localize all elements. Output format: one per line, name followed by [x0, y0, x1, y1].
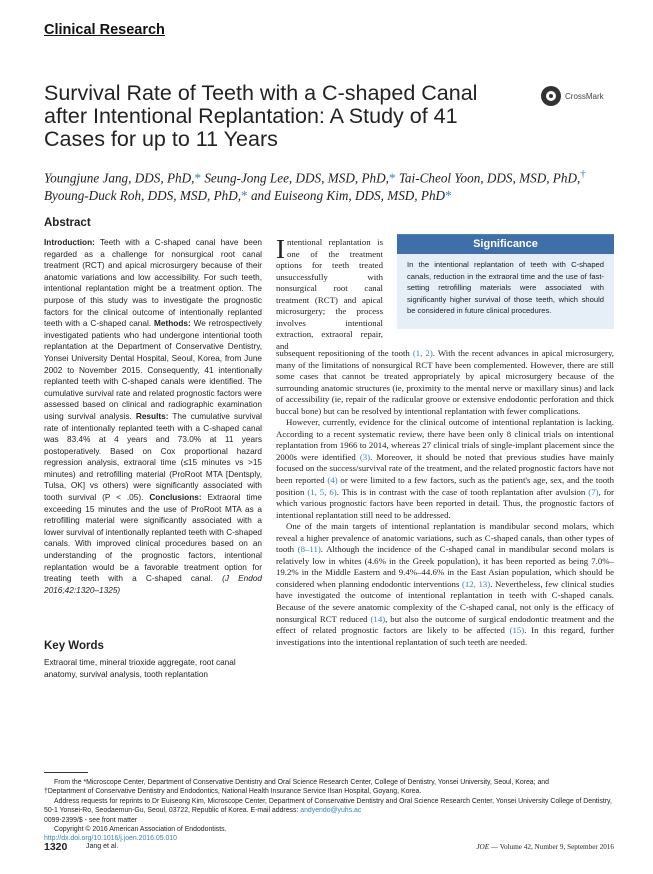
text-run: . Moreover, it should be noted that previous studies have mainly focused on the success/survival rate of the treatment, and the related prognostic factors have not been reported [276, 451, 614, 486]
text-run: . Although the incidence of the C-shaped canal in mandibular second molars is relatively low in whites (4.6% in the Greek population), it has been reported as being 7.0%–19.2% in the Middle Eastern and 9.4%–44.6% in the East Asian population, which should be considered when planning endodontic interventions [276, 544, 614, 589]
author-name: Byoung-Duck Roh, DDS, MSD, PhD, [44, 188, 242, 204]
reprint-address [44, 797, 614, 816]
author-name: Tai-Cheol Yoon, DDS, MSD, PhD, [395, 170, 581, 186]
author-affil-mark[interactable]: † [580, 168, 586, 180]
abstract-conclusions-label: Conclusions: [143, 493, 202, 503]
paragraph [276, 521, 614, 648]
author-affil-mark[interactable]: * [241, 188, 248, 204]
abstract-intro-text: Teeth with a C-shaped canal have been regarded as a challenge for nonsurgical root canal treatment (RCT) and apical microsurgery because of their anatomic variations and low accessibility. For such teeth, intentional replantation might be a treatment option. The purpose of this study was to investigate the prognostic factors for the clinical outcome of intentionally replanted teeth with a C-shaped canal. [44, 238, 262, 329]
author-name: and Euiseong Kim, DDS, MSD, PhD [247, 188, 446, 204]
text-run: . With the recent advances in apical microsurgery, many of the limitations of nonsurgical RCT have been complemented. However, there are still some cases that cannot be treated appropriately by apical microsurgery because of the surrounding anatomic structures (ie, proximity to the mental nerve or maxillary sinus) and lack of accessibility (ie, repair of the radicular groove or extensive endodontic perforation and thick buccal bone) but can be resolved by intentional replantation with fewer complications. [276, 348, 615, 416]
abstract-conclusions-text: Extraoral time exceeding 15 minutes and the use of ProRoot MTA as a retrofilling material were significantly associated with a lower survival of intentionally replanted teeth with C-shaped canals. With improved clinical procedures based on an understanding of the prognostic factors, intentional replantation would be a favorable treatment option for treating teeth with a C-shaped canal. [44, 493, 263, 584]
affiliations-footnote [44, 778, 614, 844]
copyright-line: Copyright © 2016 American Association of Endodontists. [54, 826, 227, 834]
crossmark-label: CrossMark [565, 91, 604, 101]
abstract-methods-label: Methods: [151, 319, 191, 329]
abstract-body [44, 237, 262, 596]
keywords-heading: Key Words [44, 640, 104, 652]
issn-line: 0099-2399/$ - see front matter [44, 816, 138, 824]
citation-link[interactable]: (7) [588, 486, 599, 497]
text-run: . Nevertheless, few clinical studies have investigated the outcome of intentional replantation in teeth with C-shaped canals. Because of the severe anatomic complexity of the C-shaped canal, not only is the efficacy of nonsurgical RCT reduced [276, 578, 615, 624]
text-run: However, currently, evidence for the clinical outcome of intentional replantation is lacking. According to a recent systematic review, there have been only 8 clinical trials on intentional replantation from 1966 to 2014, whereas 27 clinical trials of single-implant placement since the 2000s were identified [276, 417, 614, 462]
abstract-results-label: Results: [131, 411, 169, 421]
citation-link[interactable]: (14) [370, 613, 386, 624]
footnote-divider [44, 772, 88, 773]
journal-issue: — Volume 42, Number 9, September 2016 [489, 843, 614, 851]
crossmark-badge[interactable] [541, 86, 604, 106]
paragraph [276, 417, 614, 521]
author-list [44, 165, 614, 205]
author-affil-mark[interactable]: * [388, 170, 396, 186]
citation-link[interactable]: (1, 5, 6) [307, 486, 337, 497]
abstract-citation: (J Endod 2016;42:1320–1325) [44, 574, 263, 595]
text-run: One of the main targets of intentional replantation is mandibular second molars, which reveal a higher prevalence of anatomic variations, such as C-shaped canals, than other types of tooth [276, 521, 614, 555]
citation-link[interactable]: (15) [509, 625, 525, 636]
affiliation-line: †Deptartment of Conservative Dentistry and Endodontics, National Health Insurance Service Ilsan Hospital, Goyang, Korea. [44, 788, 422, 796]
abstract-results-text: The cumulative survival rate of intentionally replanted teeth with a C-shaped canal was 83.4% at 4 years and 73.0% at 11 years postoperatively. Based on Cox proportional hazard regression analysis, extraoral time (≤15 minutes vs >15 minutes) and retrofilling material (ProRoot MTA [Dentsply, Tulsa, OK] vs others) were significantly associated with tooth survival (P < .05). [44, 411, 263, 503]
page-number: 1320 [44, 841, 68, 853]
author-affil-mark[interactable]: * [445, 188, 452, 204]
text-run: . In this regard, further investigations into the intentional replantation of such teeth are needed. [276, 625, 614, 647]
section-label: Clinical Research [44, 22, 165, 38]
significance-title: Significance [397, 235, 614, 254]
article-title: Survival Rate of Teeth with a C-shaped Canal after Intentional Replantation: A Study of 41 Cases for up to 11 Years [44, 81, 478, 151]
address-text: Address requests for reprints to Dr Euiseong Kim, Microscope Center, Department of Conservative Dentistry and Oral Science Research Center, Yonsei University College of Dentistry, 50-1 Yonsei-Ro, Seodaemun-Gu, Seoul, 03722, Republic of Korea. E-mail address: [44, 797, 612, 815]
abstract-intro-label: Introduction: [44, 238, 95, 247]
body-text [276, 348, 614, 648]
text-run: , for which various prognostic factors have been reported in detail. Thus, the prognostic factors of intentional replantation still need to be addressed. [276, 486, 614, 520]
running-author: Jang et al. [86, 843, 119, 850]
citation-link[interactable]: (1, 2) [412, 348, 433, 358]
paragraph [276, 348, 614, 417]
crossmark-icon [541, 86, 561, 106]
intro-text: ntentional replantation is one of the treatment options for teeth treated unsuccessfully with nonsurgical root canal treatment (RCT) and apical microsurgery; the process involves intentional extraction, extraoral repair, and [276, 237, 383, 351]
citation-link[interactable]: (8–11) [297, 544, 321, 555]
author-name: Seung-Jong Lee, DDS, MSD, PhD, [201, 170, 389, 186]
citation-link[interactable]: (3) [359, 451, 371, 462]
text-run: , but also the outcome of surgical endodontic treatment and the effect of related prognostic factors are likely to be affected [276, 613, 614, 636]
significance-text: In the intentional replantation of teeth with C-shaped canals, reduction in the extraoral time and the use of fast-setting retrofilling materials were associated with significantly higher survival of those teeth, which should be considered in future clinical procedures. [407, 260, 604, 316]
journal-info [414, 843, 614, 851]
author-name: Youngjune Jang, DDS, PhD, [44, 170, 195, 186]
drop-cap: I [276, 234, 285, 264]
email-link[interactable]: andyendo@yuhs.ac [300, 807, 362, 815]
text-run: or were limited to a few factors, such as the patient's age, sex, and the tooth position [276, 475, 614, 497]
doi-link[interactable]: http://dx.doi.org/10.1016/j.joen.2016.05.010 [44, 835, 177, 843]
text-run: subsequent repositioning of the tooth [276, 348, 413, 358]
citation-link[interactable]: (12, 13) [461, 578, 491, 589]
significance-box [397, 234, 614, 329]
text-run: . This is in contrast with the case of tooth replantation after avulsion [336, 486, 589, 497]
affiliation-line: From the *Microscope Center, Department of Conservative Dentistry and Oral Science Research Center, College of Dentistry, Yonsei University, Seoul, Korea; and [54, 779, 549, 786]
abstract-heading: Abstract [44, 217, 91, 229]
author-affil-mark[interactable]: * [194, 170, 202, 186]
intro-paragraph-start [276, 234, 383, 352]
keywords-list: Extraoral time, mineral trioxide aggregate, root canal anatomy, survival analysis, tooth replantation [44, 658, 236, 679]
journal-abbr: JOE [476, 843, 490, 851]
citation-link[interactable]: (4) [327, 475, 338, 486]
abstract-methods-text: We retrospectively investigated patients who had undergone intentional tooth replantation at the Department of Conservative Dentistry, Yonsei University Dental Hospital, Seoul, Korea, from June 2002 to November 2015. Consequently, 41 intentionally replanted teeth with C-shaped canals were identified. The cumulative survival rate and related prognostic factors were assessed based on clinical and radiographic examination using survival analysis. [44, 319, 262, 421]
